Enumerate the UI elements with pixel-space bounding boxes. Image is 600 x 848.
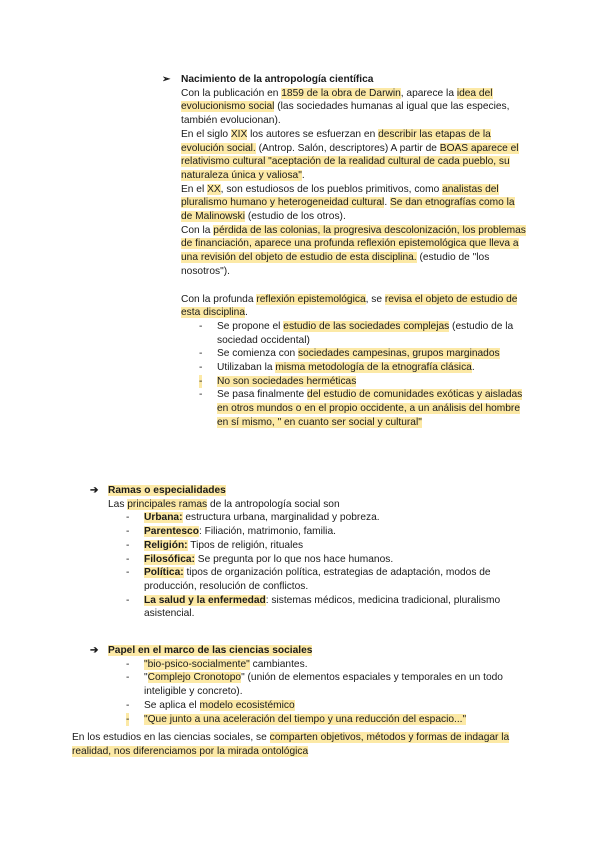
- list-item: - "Que junto a una aceleración del tiempo y una reducción del espacio...": [126, 713, 467, 725]
- list-item: - Política: tipos de organización política, estrategias de adaptación, modos de producción, resolución de conflictos.: [126, 567, 491, 592]
- paragraph-colonias: Con la pérdida de las colonias, la progresiva descolonización, los problemas de financiación, aparece una profunda reflexión epistemológica que lleva a una revisión del objeto de estudio de esta disciplina. (estudio de "los nosotros").: [181, 224, 526, 277]
- section-title-ramas: ➔ Ramas o especialidades: [90, 485, 226, 496]
- list-item: - Parentesco: Filiación, matrimonio, familia.: [126, 526, 336, 538]
- ramas-intro: Las principales ramas de la antropología social son: [108, 498, 340, 510]
- section-title-nacimiento: ➢ Nacimiento de la antropología científica: [162, 74, 374, 85]
- arrow-bullet-icon: ➢: [162, 74, 171, 85]
- list-item: - Se aplica el modelo ecosistémico: [126, 699, 295, 711]
- list-item: - La salud y la enfermedad: sistemas médicos, medicina tradicional, pluralismo asistencial.: [126, 594, 501, 620]
- list-item: - "bio-psico-socialmente" cambiantes.: [126, 658, 308, 670]
- section-papel: [90, 644, 530, 726]
- arrow-bullet-icon: ➔: [90, 645, 99, 656]
- list-item: - No son sociedades herméticas: [199, 375, 357, 387]
- closing-paragraph: En los estudios en las ciencias sociales, se comparten objetivos, métodos y formas de indagar la realidad, nos diferenciamos por la mirada ontológica: [72, 732, 510, 757]
- paragraph-siglo-xix: En el siglo XIX los autores se esfuerzan en describir las etapas de la evolución social. (Antrop. Salón, descriptores) A partir de BOAS aparece el relativismo cultural "aceptación de la realidad cultural de cada pueblo, su naturaleza única y valiosa".: [181, 128, 519, 181]
- section-title-papel: ➔ Papel en el marco de las ciencias sociales: [90, 645, 313, 656]
- ramas-list: [90, 511, 530, 621]
- paragraph-reflexion: Con la profunda reflexión epistemológica, se revisa el objeto de estudio de esta disciplina.: [181, 293, 518, 319]
- section-nacimiento: [162, 73, 527, 430]
- list-item: - Urbana: estructura urbana, marginalidad y pobreza.: [126, 512, 380, 524]
- list-item: - Se comienza con sociedades campesinas, grupos marginados: [199, 348, 500, 360]
- paragraph-siglo-xx: En el XX, son estudiosos de los pueblos primitivos, como analistas del pluralismo humano y heterogeneidad cultural. Se dan etnografías como la de Malinowski (estudio de los otros).: [181, 183, 515, 223]
- list-item: - Se propone el estudio de las sociedades complejas (estudio de la sociedad occidental): [199, 320, 514, 346]
- paragraph-darwin: Con la publicación en 1859 de la obra de Darwin, aparece la idea del evolucionismo social (las sociedades humanas al igual que las especies, también evolucionan).: [181, 87, 510, 127]
- list-item: - "Complejo Cronotopo" (unión de elementos espaciales y temporales en un todo inteligible y concreto).: [126, 672, 503, 698]
- list-item: - Utilizaban la misma metodología de la etnografía clásica.: [199, 362, 475, 374]
- papel-list: [90, 658, 530, 727]
- list-item: - Religión: Tipos de religión, rituales: [126, 539, 304, 551]
- list-item: - Filosófica: Se pregunta por lo que nos hace humanos.: [126, 553, 394, 565]
- arrow-bullet-icon: ➔: [90, 485, 99, 496]
- list-item: - Se pasa finalmente del estudio de comunidades exóticas y aisladas en otros mundos o en el propio occidente, a un análisis del hombre en sí mismo, " en cuanto ser social y cultural": [199, 389, 523, 428]
- spacer: [181, 279, 527, 293]
- section-ramas: [90, 484, 530, 621]
- reflexion-list: [181, 320, 527, 430]
